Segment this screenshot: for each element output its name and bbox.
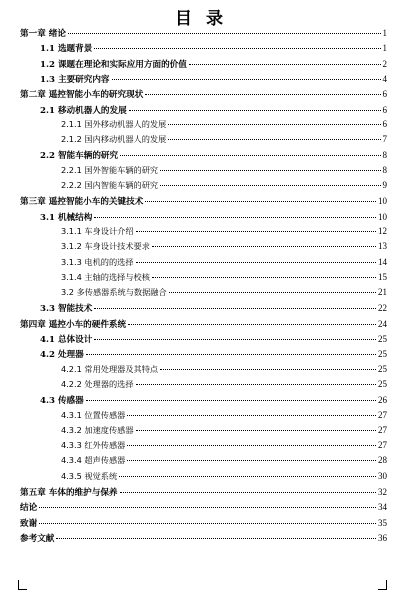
- toc-entry-page-number: 25: [378, 378, 387, 389]
- page-corner-mark-right: [378, 580, 387, 590]
- toc-entry[interactable]: [61, 425, 387, 441]
- toc-entry-page-number: 35: [378, 517, 387, 528]
- toc-entry-page-number: 26: [378, 395, 387, 406]
- toc-entry-page-number: 12: [378, 225, 387, 236]
- toc-entry-label: 3.3 智能技术: [40, 304, 93, 315]
- dot-leader: [160, 369, 376, 370]
- toc-entry-label: 4.2 处理器: [40, 350, 84, 361]
- dot-leader: [145, 94, 380, 95]
- toc-entry-label: 3.1 机械结构: [40, 212, 93, 223]
- toc-entry-page-number: 6: [382, 89, 387, 100]
- toc-entry-page-number: 25: [378, 334, 387, 344]
- toc-entry-page-number: 32: [378, 487, 387, 497]
- toc-entry[interactable]: [61, 410, 387, 426]
- toc-entry[interactable]: [20, 486, 387, 502]
- dot-leader: [120, 492, 376, 493]
- toc-entry-page-number: 6: [382, 118, 387, 129]
- toc-entry-page-number: 6: [382, 104, 387, 115]
- toc-entry-page-number: 25: [378, 349, 387, 360]
- toc-entry-label: 2.2.1 国外智能车辆的研究: [61, 164, 159, 175]
- toc-entry-page-number: 9: [382, 180, 387, 190]
- toc-entry-page-number: 34: [378, 502, 387, 513]
- toc-entry-label: 3.1.4 主轴的选择与校核: [61, 271, 150, 282]
- toc-entry-page-number: 27: [378, 409, 387, 420]
- toc-entry-page-number: 30: [378, 470, 387, 481]
- toc-entry[interactable]: [61, 257, 387, 273]
- toc-entry-page-number: 7: [382, 134, 387, 145]
- toc-entry[interactable]: [20, 195, 387, 211]
- toc-entry-page-number: 25: [378, 363, 387, 374]
- toc-entry-label: 第四章 遥控小车的硬件系统: [20, 319, 127, 330]
- toc-entry[interactable]: [61, 165, 387, 181]
- toc-entry-label: 致谢: [20, 518, 38, 529]
- toc-entry[interactable]: [40, 149, 387, 165]
- toc-entry-label: 第一章 绪论: [20, 29, 66, 39]
- toc-entry[interactable]: [40, 333, 387, 349]
- toc-entry-label: 3.2 多传感器系统与数据融合: [61, 287, 167, 298]
- toc-entry-page-number: 10: [378, 211, 387, 222]
- dot-leader: [39, 523, 376, 524]
- toc-entry-label: 1.1 选题背景: [40, 44, 93, 55]
- toc-entry[interactable]: [40, 104, 387, 120]
- toc-entry[interactable]: [40, 211, 387, 227]
- dot-leader: [94, 217, 376, 218]
- dot-leader: [127, 460, 376, 461]
- toc-entry-page-number: 21: [378, 287, 387, 298]
- toc-entry[interactable]: [20, 501, 387, 517]
- dot-leader: [86, 400, 376, 401]
- toc-entry-label: 第五章 车体的维护与保养: [20, 488, 118, 498]
- toc-entry[interactable]: [61, 364, 387, 380]
- toc-entry-label: 4.3.5 视觉系统: [61, 470, 118, 481]
- dot-leader: [152, 277, 376, 278]
- toc-entry-label: 3.1.2 车身设计技术要求: [61, 241, 150, 252]
- toc-entry-label: 4.2.1 常用处理器及其特点: [61, 363, 159, 374]
- toc-entry[interactable]: [40, 42, 387, 58]
- toc-entry-label: 4.3 传感器: [40, 396, 84, 407]
- page-corner-mark-left: [18, 580, 27, 590]
- toc-entry[interactable]: [61, 471, 387, 487]
- dot-leader: [160, 185, 380, 186]
- toc-entry[interactable]: [61, 455, 387, 471]
- toc-entry-page-number: 13: [378, 241, 387, 252]
- dot-leader: [39, 507, 376, 508]
- dot-leader: [127, 415, 376, 416]
- dot-leader: [136, 231, 376, 232]
- toc-entry-label: 1.3 主要研究内容: [40, 74, 110, 85]
- toc-entry-label: 4.2.2 处理器的选择: [61, 378, 134, 389]
- dot-leader: [127, 445, 376, 446]
- toc-entry-label: 2.1.1 国外移动机器人的发展: [61, 118, 167, 129]
- toc-entry-page-number: 8: [382, 164, 387, 175]
- toc-entry-label: 2.2 智能车辆的研究: [40, 151, 119, 162]
- toc-entry-page-number: 15: [378, 271, 387, 282]
- toc-entry[interactable]: [61, 379, 387, 395]
- toc-entry-label: 2.2.2 国内智能车辆的研究: [61, 180, 159, 190]
- dot-leader: [120, 155, 380, 156]
- toc-entry[interactable]: [20, 88, 387, 104]
- toc-entry[interactable]: [40, 394, 387, 410]
- toc-entry-label: 1.2 课题在理论和实际应用方面的价值: [40, 59, 187, 70]
- dot-leader: [136, 430, 376, 431]
- toc-entry-label: 3.1.1 车身设计介绍: [61, 225, 134, 236]
- toc-entry-page-number: 1: [382, 28, 387, 38]
- dot-leader: [129, 110, 381, 111]
- dot-leader: [94, 48, 380, 49]
- toc-entry[interactable]: [20, 318, 387, 334]
- toc-entry-label: 4.1 总体设计: [40, 335, 93, 345]
- dot-leader: [168, 124, 380, 125]
- toc-entry-page-number: 4: [382, 73, 387, 84]
- toc-entry-label: 2.1 移动机器人的发展: [40, 105, 127, 116]
- dot-leader: [160, 170, 380, 171]
- toc-entry-page-number: 10: [378, 196, 387, 207]
- dot-leader: [94, 339, 376, 340]
- dot-leader: [94, 308, 376, 309]
- dot-leader: [119, 476, 376, 477]
- toc-entry[interactable]: [61, 226, 387, 242]
- dot-leader: [56, 538, 376, 539]
- toc-entry[interactable]: [61, 241, 387, 257]
- toc-entry[interactable]: [61, 272, 387, 288]
- toc-entry-label: 参考文献: [20, 533, 55, 544]
- toc-entry[interactable]: [40, 73, 387, 89]
- toc-entry[interactable]: [61, 287, 387, 303]
- toc-entry[interactable]: [40, 348, 387, 364]
- toc-entry-page-number: 36: [378, 532, 387, 543]
- toc-entry-page-number: 8: [382, 150, 387, 161]
- dot-leader: [168, 139, 380, 140]
- toc-entry-page-number: 27: [378, 440, 387, 451]
- toc-title: 目 录: [175, 9, 227, 29]
- toc-entry[interactable]: [20, 517, 387, 533]
- toc-entry[interactable]: [20, 27, 387, 43]
- toc-entry[interactable]: [40, 302, 387, 318]
- toc-entry-label: 第二章 遥控智能小车的研究现状: [20, 90, 144, 101]
- toc-entry-page-number: 2: [382, 58, 387, 69]
- toc-entry-page-number: 14: [378, 256, 387, 267]
- dot-leader: [128, 324, 376, 325]
- toc-entry-label: 结论: [20, 503, 38, 514]
- dot-leader: [169, 292, 376, 293]
- dot-leader: [136, 384, 376, 385]
- dot-leader: [145, 201, 376, 202]
- toc-entry[interactable]: [61, 180, 387, 196]
- toc-entry[interactable]: [61, 134, 387, 150]
- toc-entry-page-number: 24: [378, 318, 387, 329]
- toc-entry[interactable]: [61, 119, 387, 135]
- toc-entry-label: 4.3.4 超声传感器: [61, 455, 126, 466]
- dot-leader: [68, 33, 381, 34]
- dot-leader: [189, 64, 381, 65]
- toc-entry-page-number: 27: [378, 424, 387, 435]
- toc-entry-label: 4.3.1 位置传感器: [61, 409, 126, 420]
- dot-leader: [152, 246, 376, 247]
- toc-entry-label: 4.3.3 红外传感器: [61, 440, 126, 451]
- toc-entry[interactable]: [61, 440, 387, 456]
- dot-leader: [86, 354, 376, 355]
- toc-entry-page-number: 1: [382, 43, 387, 54]
- toc-entry-page-number: 22: [378, 303, 387, 314]
- toc-entry[interactable]: [40, 58, 387, 74]
- toc-entry-label: 2.1.2 国内移动机器人的发展: [61, 134, 167, 145]
- dot-leader: [112, 79, 381, 80]
- dot-leader: [136, 262, 376, 263]
- toc-entry-label: 第三章 遥控智能小车的关键技术: [20, 197, 144, 208]
- toc-entry[interactable]: [20, 532, 387, 548]
- toc-entry-page-number: 28: [378, 455, 387, 466]
- toc-entry-label: 3.1.3 电机的的选择: [61, 256, 134, 267]
- toc-entry-label: 4.3.2 加速度传感器: [61, 424, 134, 435]
